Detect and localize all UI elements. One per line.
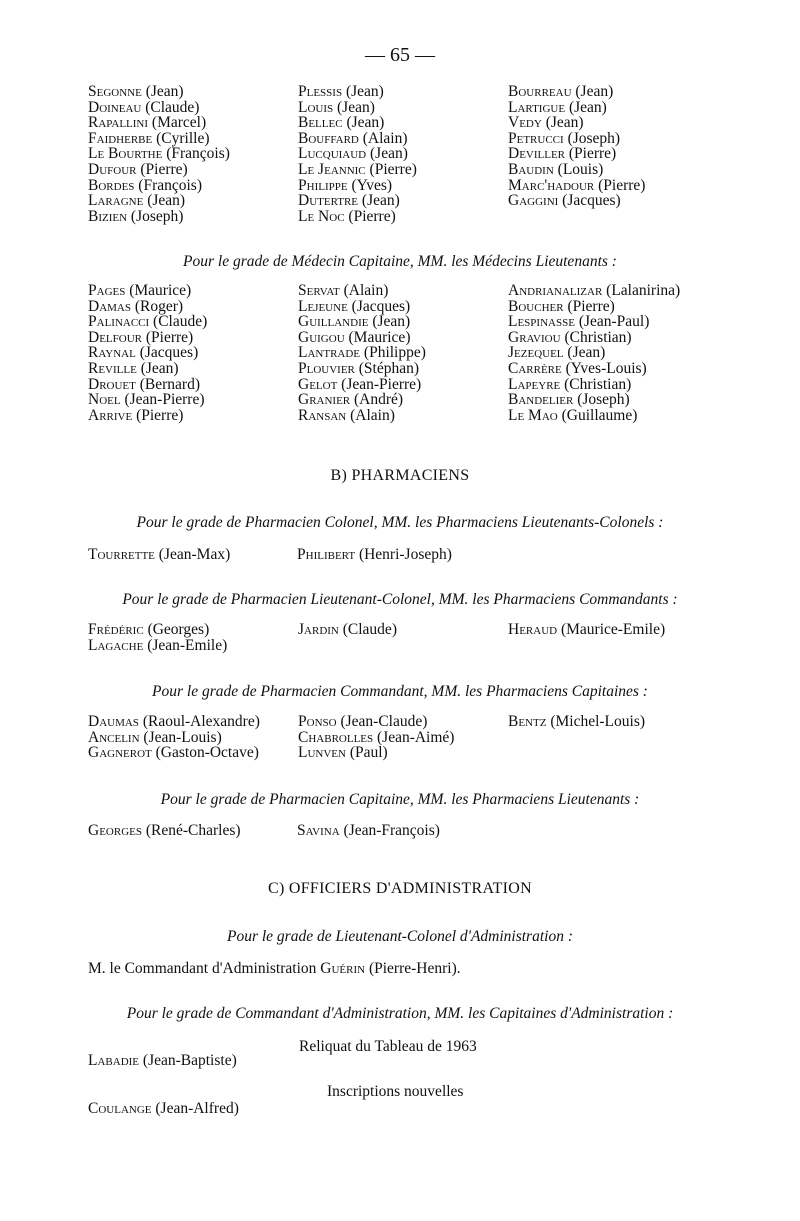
given-name: (Jean) — [372, 313, 411, 331]
surname: Gagnerot — [88, 744, 152, 762]
surname: Jardin — [298, 621, 339, 638]
list-item — [88, 314, 298, 330]
given-name: (Georges) — [147, 621, 210, 638]
given-name: (Christian) — [564, 375, 632, 393]
list-item — [508, 84, 788, 100]
list-column-3 — [508, 714, 788, 761]
given-name: (Michel-Louis) — [550, 713, 646, 730]
surname: Noel — [88, 391, 121, 409]
surname: Dutertre — [298, 192, 359, 210]
surname: Le Mao — [508, 406, 558, 424]
list-item — [298, 283, 508, 299]
surname: Savina — [297, 822, 340, 839]
list-item — [298, 361, 508, 377]
list-item — [508, 377, 788, 393]
list-item — [298, 714, 508, 730]
given-name: (René-Charles) — [145, 822, 241, 839]
list-item — [88, 209, 298, 225]
list-item — [88, 714, 298, 730]
given-name: (Jean) — [346, 114, 385, 132]
surname: Arrive — [88, 406, 133, 424]
surname: Lucquiaud — [298, 145, 367, 163]
given-name: (Jean) — [370, 145, 408, 163]
surname: Andrianalizar — [508, 282, 603, 299]
list-item — [298, 622, 508, 638]
heading-medecin-capitaine: Pour le grade de Médecin Capitaine, MM. les Médecins Lieutenants : — [183, 253, 617, 270]
list-item — [508, 115, 788, 131]
given-name: (Christian) — [564, 328, 632, 346]
heading-admin-cdt: Pour le grade de Commandant d'Administration, MM. les Capitaines d'Administration : — [126, 1005, 674, 1022]
list-item — [298, 392, 508, 408]
given-name: (François) — [138, 176, 202, 194]
list-item — [508, 146, 788, 162]
given-name: (Alain) — [350, 406, 395, 424]
list-item — [298, 193, 508, 209]
inscriptions-label: Inscriptions nouvelles — [327, 1083, 464, 1100]
surname: Marc'hadour — [508, 176, 595, 194]
given-name: (Jean) — [568, 98, 607, 116]
surname: Philibert — [297, 546, 356, 563]
surname: Le Noc — [298, 207, 345, 225]
given-name: (Marcel) — [151, 114, 207, 132]
surname: Rapallini — [88, 114, 149, 132]
given-name: (Cyrille) — [156, 129, 210, 147]
given-name: (Jean) — [140, 359, 179, 377]
given-name: (André) — [354, 391, 404, 409]
list-item — [88, 408, 298, 424]
given-name: (Jacques) — [139, 344, 199, 362]
admin-ltcol-entry — [88, 960, 461, 978]
surname: Damas — [88, 297, 131, 315]
given-name: (Paul) — [349, 744, 388, 762]
list-item — [298, 314, 508, 330]
surname: Labadie — [88, 1052, 140, 1069]
given-name: (Jean) — [361, 192, 400, 210]
pharm-cne-entry-1 — [88, 822, 241, 840]
list-item — [298, 730, 508, 746]
list-column-1 — [88, 283, 298, 423]
surname: Faidherbe — [88, 129, 153, 147]
list-item — [88, 131, 298, 147]
list-column-2 — [298, 283, 508, 423]
given-name: (Jean) — [575, 83, 614, 100]
list-item — [298, 178, 508, 194]
list-column-2 — [298, 84, 508, 224]
list-item — [88, 361, 298, 377]
list-item — [508, 299, 788, 315]
surname: Vedy — [508, 114, 542, 132]
given-name: (Henri-Joseph) — [358, 546, 452, 563]
list-column-3 — [508, 622, 788, 653]
list-item — [508, 178, 788, 194]
given-name: (Maurice-Emile) — [560, 621, 666, 638]
list-item — [88, 377, 298, 393]
list-item — [508, 361, 788, 377]
surname: Guérin — [320, 960, 366, 977]
given-name: (Claude) — [145, 98, 200, 116]
given-name: (Jean) — [545, 114, 584, 132]
given-name: (Guillaume) — [561, 406, 638, 424]
given-name: (Pierre) — [369, 160, 417, 178]
surname: Tourrette — [88, 546, 155, 563]
list-item — [508, 193, 788, 209]
surname: Le Bourthe — [88, 145, 163, 163]
surname: Carrère — [508, 359, 562, 377]
given-name: (Pierre) — [567, 297, 615, 315]
surname: Lejeune — [298, 297, 348, 315]
surname: Boucher — [508, 297, 564, 315]
reliquat-entry — [88, 1052, 237, 1070]
list-column-2 — [298, 714, 508, 761]
list-item — [298, 146, 508, 162]
surname: Bandelier — [508, 391, 574, 409]
given-name: (Roger) — [134, 297, 184, 315]
list-item — [298, 115, 508, 131]
surname: Jezequel — [508, 344, 564, 362]
surname: Gaggini — [508, 192, 559, 210]
list-item — [508, 100, 788, 116]
surname: Petrucci — [508, 129, 564, 147]
given-name: (Bernard) — [139, 375, 200, 393]
list-item — [508, 131, 788, 147]
given-name: (Jean) — [145, 83, 184, 100]
given-name: (Gaston-Octave) — [155, 744, 259, 762]
surname: Bourreau — [508, 83, 572, 100]
surname: Le Jeannic — [298, 160, 366, 178]
list-item — [298, 745, 508, 761]
list-item — [508, 622, 788, 638]
list-item — [88, 162, 298, 178]
surname: Deviller — [508, 145, 566, 163]
reliquat-label: Reliquat du Tableau de 1963 — [299, 1038, 477, 1055]
list-column-1 — [88, 622, 298, 653]
surname: Guillandie — [298, 313, 369, 331]
pharm-cdt-list — [88, 714, 788, 761]
list-item — [88, 745, 298, 761]
list-item — [298, 84, 508, 100]
surname: Lunven — [298, 744, 346, 762]
surname: Ponso — [298, 713, 337, 730]
pharm-cne-entry-2 — [297, 822, 440, 840]
list-item — [88, 638, 298, 654]
list-item — [298, 377, 508, 393]
surname: Bellec — [298, 114, 343, 132]
inscriptions-entry — [88, 1100, 239, 1118]
given-name: (Maurice) — [348, 328, 411, 346]
surname: Ransan — [298, 406, 347, 424]
given-name: (Pierre) — [568, 145, 617, 163]
given-name: (Jean) — [337, 98, 375, 116]
surname: Baudin — [508, 160, 554, 178]
surname: Daumas — [88, 713, 139, 730]
page-number: — 65 — — [365, 44, 435, 66]
list-item — [88, 345, 298, 361]
surname: Palinacci — [88, 313, 150, 331]
list-item — [298, 100, 508, 116]
given-name: (Philippe) — [363, 344, 426, 362]
pharm-colonel-entry-1 — [88, 546, 230, 564]
surname: Lapeyre — [508, 375, 561, 393]
surname: Doineau — [88, 98, 142, 116]
list-item — [508, 162, 788, 178]
given-name: (Jacques) — [562, 192, 621, 210]
surname: Ancelin — [88, 728, 140, 746]
surname: Raynal — [88, 344, 136, 362]
list-item — [88, 622, 298, 638]
list-item — [508, 345, 788, 361]
section-c-title: C) OFFICIERS D'ADMINISTRATION — [267, 880, 533, 897]
surname: Delfour — [88, 328, 142, 346]
given-name: (Claude) — [153, 313, 208, 331]
list-column-3 — [508, 283, 788, 423]
list-item — [508, 314, 788, 330]
surname: Philippe — [298, 176, 348, 194]
given-name: (Jacques) — [351, 297, 411, 315]
given-name: (Alain) — [343, 282, 389, 299]
list-item — [88, 299, 298, 315]
list-column-1 — [88, 84, 298, 224]
surname: Servat — [298, 282, 340, 299]
given-name: (Pierre) — [598, 176, 646, 194]
given-name: (Jean-Aimé) — [377, 728, 455, 746]
surname: Plouvier — [298, 359, 355, 377]
given-name: (Jean-Claude) — [340, 713, 428, 730]
list-item — [88, 730, 298, 746]
surname: Plessis — [298, 83, 343, 100]
given-name: (François) — [166, 145, 230, 163]
given-name: (Maurice) — [129, 282, 192, 299]
surname: Lespinasse — [508, 313, 575, 331]
list-item — [88, 115, 298, 131]
list-column-3 — [508, 84, 788, 224]
list-item — [298, 299, 508, 315]
list-item — [88, 330, 298, 346]
given-name: (Yves-Louis) — [565, 359, 647, 377]
surname: Segonne — [88, 83, 142, 100]
surname: Bouffard — [298, 129, 359, 147]
given-name: (Jean-Baptiste) — [142, 1052, 237, 1069]
list-item — [508, 330, 788, 346]
list-item — [88, 100, 298, 116]
given-name: (Joseph) — [130, 207, 184, 225]
surname: Bizien — [88, 207, 128, 225]
list-item — [508, 283, 788, 299]
given-name: (Pierre) — [348, 207, 396, 225]
pharm-ltcol-list — [88, 622, 788, 653]
list-item — [508, 392, 788, 408]
given-name: (Pierre) — [140, 160, 188, 178]
given-name: (Jean-Alfred) — [155, 1100, 239, 1117]
list-item — [88, 193, 298, 209]
given-name: (Alain) — [362, 129, 408, 147]
heading-pharm-cne: Pour le grade de Pharmacien Capitaine, MM. les Pharmaciens Lieutenants : — [160, 791, 640, 808]
surname: Chabrolles — [298, 728, 374, 746]
list-item — [88, 283, 298, 299]
given-name: (Stéphan) — [358, 359, 420, 377]
surname: Reville — [88, 359, 137, 377]
given-name: (Jean-Louis) — [143, 728, 222, 746]
list-item — [88, 392, 298, 408]
given-name: (Jean-Emile) — [147, 636, 228, 654]
surname: Georges — [88, 822, 142, 839]
surname: Frédéric — [88, 621, 144, 638]
surname: Pages — [88, 282, 126, 299]
given-name: (Raoul-Alexandre) — [142, 713, 260, 730]
surname: Laragne — [88, 192, 144, 210]
given-name: (Louis) — [557, 160, 604, 178]
given-name: (Jean) — [147, 192, 186, 210]
medecins-capitaine-list — [88, 283, 788, 423]
given-name: (Jean) — [345, 83, 384, 100]
given-name: (Jean-Max) — [158, 546, 231, 563]
list-item — [298, 408, 508, 424]
surname: Bordes — [88, 176, 135, 194]
heading-pharm-colonel: Pour le grade de Pharmacien Colonel, MM. les Pharmaciens Lieutenants-Colonels : — [136, 514, 664, 531]
list-item — [88, 178, 298, 194]
list-item — [298, 330, 508, 346]
given-name: (Jean) — [567, 344, 606, 362]
given-name: (Jean-Paul) — [578, 313, 650, 331]
given-name: (Claude) — [342, 621, 397, 638]
heading-admin-ltcol: Pour le grade de Lieutenant-Colonel d'Administration : — [226, 928, 573, 945]
list-column-1 — [88, 714, 298, 761]
given-name: (Jean-Pierre) — [341, 375, 422, 393]
surname: Lartigue — [508, 98, 566, 116]
given-name: (Pierre) — [145, 328, 194, 346]
given-name: (Jean-Pierre) — [124, 391, 205, 409]
list-item — [298, 209, 508, 225]
surname: Heraud — [508, 621, 558, 638]
given-name: (Joseph) — [567, 129, 621, 147]
surname: Coulange — [88, 1100, 152, 1117]
prefix: M. le Commandant d'Administration — [88, 960, 317, 977]
surname: Lagache — [88, 636, 144, 654]
surname: Drouet — [88, 375, 136, 393]
list-item — [88, 146, 298, 162]
given-name: (Lalanirina) — [606, 282, 681, 299]
pharm-colonel-entry-2 — [297, 546, 452, 564]
surname: Granier — [298, 391, 351, 409]
list-item — [298, 345, 508, 361]
surname: Graviou — [508, 328, 561, 346]
surname: Bentz — [508, 713, 547, 730]
section-b-title: B) PHARMACIENS — [330, 467, 470, 484]
surname: Lantrade — [298, 344, 361, 362]
list-item — [298, 131, 508, 147]
list-item — [298, 162, 508, 178]
heading-pharm-ltcol: Pour le grade de Pharmacien Lieutenant-Colonel, MM. les Pharmaciens Commandants : — [122, 591, 678, 608]
surname: Guigou — [298, 328, 345, 346]
given-name: (Joseph) — [577, 391, 630, 409]
heading-pharm-cdt: Pour le grade de Pharmacien Commandant, MM. les Pharmaciens Capitaines : — [152, 683, 648, 700]
list-item — [508, 408, 788, 424]
list-column-2 — [298, 622, 508, 653]
medecins-commandant-list — [88, 84, 788, 224]
given-name: (Pierre) — [136, 406, 184, 424]
surname: Dufour — [88, 160, 137, 178]
given-name: (Pierre-Henri). — [368, 960, 461, 977]
given-name: (Jean-François) — [343, 822, 440, 839]
surname: Gelot — [298, 375, 338, 393]
list-item — [508, 714, 788, 730]
surname: Louis — [298, 98, 334, 116]
given-name: (Yves) — [351, 176, 393, 194]
list-item — [88, 84, 298, 100]
